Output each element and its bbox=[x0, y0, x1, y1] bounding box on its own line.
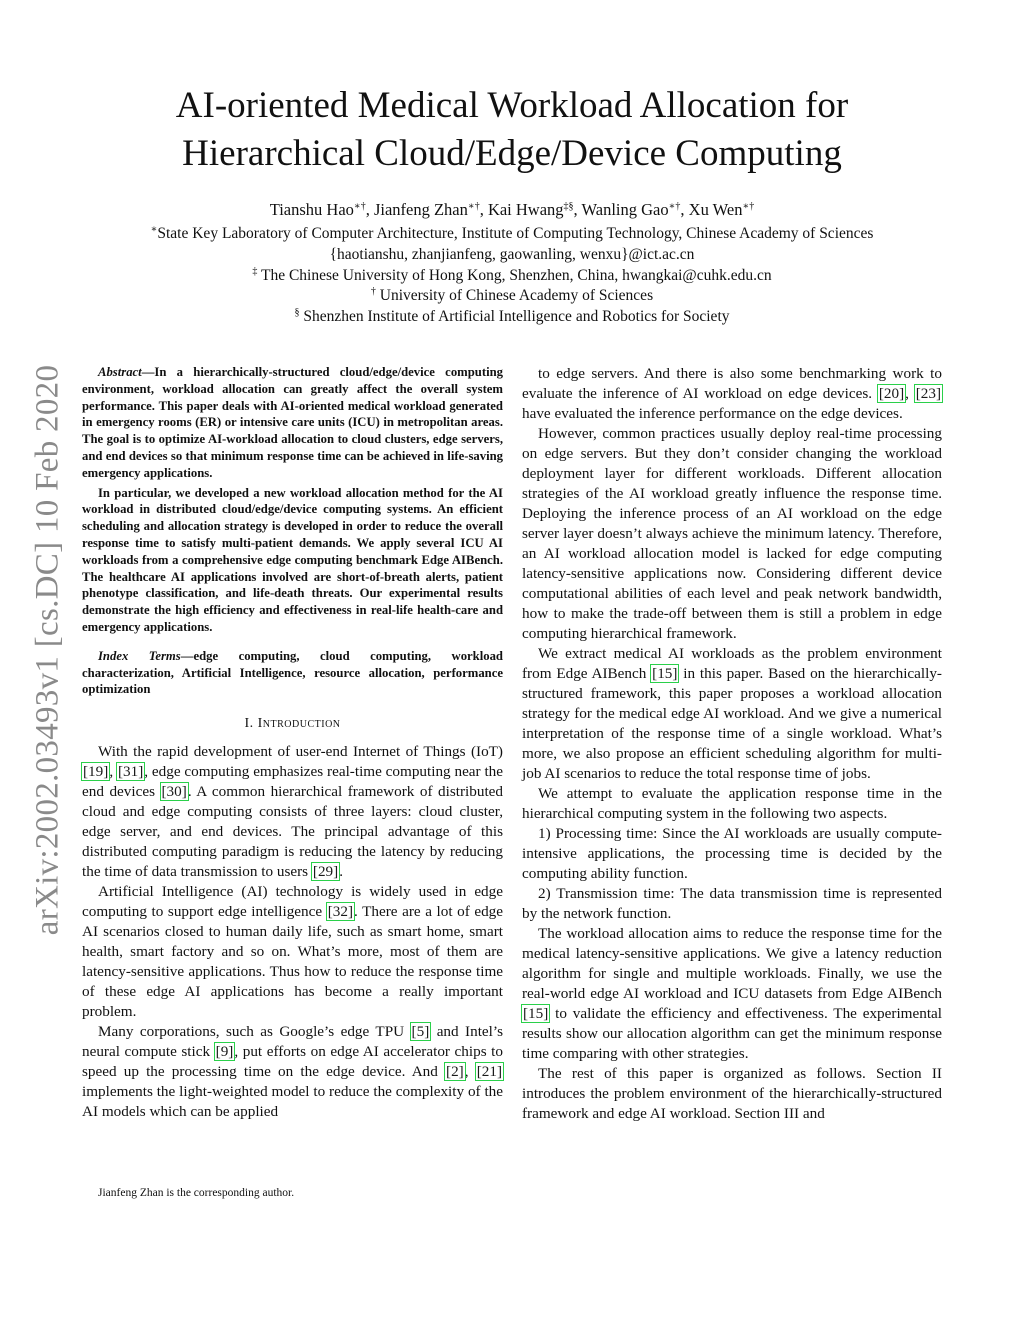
right-body-text bbox=[522, 364, 942, 1124]
affiliation-text: The Chinese University of Hong Kong, Shenzhen, China, hwangkai@cuhk.edu.cn bbox=[257, 267, 772, 284]
citation-link[interactable]: [23] bbox=[915, 385, 942, 402]
body-text: . There are a lot of edge AI scenarios closed to human daily life, such as smart home, smart health, smart factory and so on. What’s more, most of them are latency-sensitive applications. Thus how to reduce the response time of these edge AI applications has become a really important problem. bbox=[82, 903, 503, 1021]
author-name: Tianshu Hao bbox=[269, 200, 354, 219]
author-separator: , bbox=[479, 200, 488, 219]
affiliation-text: {haotianshu, zhanjianfeng, gaowanling, wenxu}@ict.ac.cn bbox=[329, 246, 695, 263]
author-marks: ∗† bbox=[353, 201, 366, 212]
body-text: The workload allocation aims to reduce the response time for the medical latency-sensitive applications. We give a latency reduction algorithm for single and multiple workloads. Finally, we use the real-world edge AI workload and ICU datasets from Edge AIBench bbox=[522, 925, 942, 1002]
body-paragraph bbox=[522, 924, 942, 1064]
body-paragraph bbox=[522, 884, 942, 924]
author-name: Kai Hwang bbox=[487, 200, 564, 219]
affiliation-mark: ∗ bbox=[150, 224, 158, 235]
body-text: , bbox=[464, 1063, 476, 1081]
citation-link[interactable]: [32] bbox=[327, 903, 354, 921]
author-list bbox=[0, 199, 1024, 220]
affiliation-line bbox=[0, 307, 1024, 327]
abstract-paragraph bbox=[82, 364, 503, 482]
abstract bbox=[82, 364, 503, 636]
affiliation-text: University of Chinese Academy of Sciences bbox=[375, 287, 654, 304]
abstract-paragraph bbox=[82, 485, 503, 636]
body-text: The rest of this paper is organized as follows. Section II introduces the problem environment of the hierarchically-structured framework and edge AI workload. Section III and bbox=[522, 1065, 942, 1122]
affiliation-text: State Key Laboratory of Computer Architecture, Institute of Computing Technology, Chinese Academy of Sciences bbox=[157, 225, 874, 242]
citation-link[interactable]: [15] bbox=[652, 665, 678, 682]
citation-link[interactable]: [9] bbox=[215, 1043, 234, 1061]
affiliation-mark: † bbox=[370, 286, 376, 297]
affiliation-mark: ‡ bbox=[252, 266, 258, 277]
body-paragraph bbox=[82, 1022, 503, 1122]
affiliation-line bbox=[0, 266, 1024, 286]
author-marks: ‡§ bbox=[563, 201, 574, 212]
affiliation-line bbox=[0, 224, 1024, 244]
body-text: , bbox=[905, 385, 915, 402]
body-text: . bbox=[339, 863, 343, 881]
abstract-text: In particular, we developed a new workload allocation method for the AI workload in distributed cloud/edge/device computing systems. An efficient scheduling and allocation strategy is developed in order to reduce the overall response time to satisfy multi-patient demands. We apply several ICU AI workloads from a comprehensive edge computing benchmark Edge AIBench. The healthcare AI applications involved are short-of-breath alerts, patient phenotype classification, and life-death threats. Our experimental results demonstrate the high efficiency and effectiveness in real-life health-care and emergency applications. bbox=[82, 485, 503, 634]
body-text: Artificial Intelligence (AI) technology is widely used in edge computing to support edge intelligence bbox=[82, 883, 503, 921]
body-paragraph bbox=[82, 882, 503, 1022]
body-text: implements the light-weighted model to reduce the complexity of the AI models which can be applied bbox=[82, 1083, 503, 1121]
author-marks: ∗† bbox=[742, 201, 755, 212]
body-paragraph bbox=[522, 364, 942, 424]
abstract-label: Abstract bbox=[98, 365, 142, 379]
title-line-2: Hierarchical Cloud/Edge/Device Computing bbox=[182, 133, 842, 174]
body-text: We attempt to evaluate the application response time in the hierarchical computing system in the following two aspects. bbox=[522, 785, 942, 822]
body-text: have evaluated the inference performance on the edge devices. bbox=[522, 405, 903, 422]
body-text: 1) Processing time: Since the AI workloads are usually compute-intensive applications, the processing time is decided by the computing ability function. bbox=[522, 825, 942, 882]
citation-link[interactable]: [2] bbox=[446, 1063, 464, 1081]
body-text: , edge computing emphasizes real-time computing near the end devices bbox=[82, 763, 503, 801]
citation-link[interactable]: [29] bbox=[312, 863, 339, 881]
author-separator: , bbox=[573, 200, 582, 219]
left-column bbox=[82, 364, 503, 1122]
body-text: to validate the efficiency and effectiveness. The experimental results show our allocation algorithm can get the minimum response time comparing with other strategies. bbox=[522, 1005, 942, 1062]
citation-link[interactable]: [19] bbox=[83, 763, 109, 781]
body-text: in this paper. Based on the hierarchically-structured framework, this paper proposes a workload allocation strategy for the medical edge AI workload. And we give a numerical interpretation of the response time of a single workload. What’s more, we also propose an efficient scheduling algorithm for multi-job AI scenarios to reduce the total response time of jobs. bbox=[522, 665, 942, 782]
author-name: Xu Wen bbox=[688, 200, 743, 219]
author-separator: , bbox=[680, 200, 689, 219]
left-body-text bbox=[82, 742, 503, 1122]
author-separator: , bbox=[365, 200, 374, 219]
index-terms-label: Index Terms bbox=[98, 648, 181, 663]
body-paragraph bbox=[522, 784, 942, 824]
arxiv-identifier-text: arXiv:2002.03493v1 [cs.DC] 10 Feb 2020 bbox=[29, 364, 66, 936]
body-text: With the rapid development of user-end Internet of Things (IoT) bbox=[98, 743, 503, 761]
affiliation-line bbox=[0, 286, 1024, 306]
body-paragraph bbox=[522, 1064, 942, 1124]
citation-link[interactable]: [15] bbox=[523, 1005, 549, 1022]
body-text: to edge servers. And there is also some benchmarking work to evaluate the inference of AI workload on edge devices. bbox=[522, 365, 942, 402]
title-line-1: AI-oriented Medical Workload Allocation for bbox=[175, 85, 849, 126]
body-paragraph bbox=[522, 424, 942, 644]
body-text: , put efforts on edge AI accelerator chips to speed up the processing time on the edge device. And bbox=[82, 1043, 503, 1081]
author-marks: ∗† bbox=[467, 201, 480, 212]
citation-link[interactable]: [30] bbox=[161, 783, 187, 801]
index-terms bbox=[82, 648, 503, 698]
affiliation-text: Shenzhen Institute of Artificial Intelligence and Robotics for Society bbox=[299, 308, 730, 325]
body-paragraph bbox=[522, 824, 942, 884]
citation-link[interactable]: [21] bbox=[476, 1063, 503, 1081]
citation-link[interactable]: [20] bbox=[878, 385, 905, 402]
body-text: . A common hierarchical framework of distributed cloud and edge computing consists of three layers: cloud cluster, edge server, and end devices. The principal advantage of this distributed computing paradigm is reducing the latency by reducing the time of data transmission to users bbox=[82, 783, 504, 881]
abstract-text: —In a hierarchically-structured cloud/edge/device computing environment, workload allocation can greatly affect the overall system performance. This paper deals with AI-oriented medical workload generated in emergency rooms (ER) or intensive care units (ICU) in metropolitan areas. The goal is to optimize AI-workload allocation to cloud clusters, edge servers, and end devices so that minimum response time can be achieved in life-saving emergency applications. bbox=[82, 365, 503, 480]
paper-title bbox=[0, 82, 1024, 178]
citation-link[interactable]: [5] bbox=[411, 1023, 430, 1041]
footnote: Jianfeng Zhan is the corresponding author. bbox=[98, 1187, 295, 1199]
affiliation-line bbox=[0, 245, 1024, 265]
body-paragraph bbox=[522, 644, 942, 784]
citation-link[interactable]: [31] bbox=[117, 763, 144, 781]
body-text: , bbox=[109, 763, 117, 781]
index-terms-text: —edge computing, cloud computing, workload characterization, Artificial Intelligence, resource allocation, performance optimization bbox=[82, 648, 503, 697]
body-text: Many corporations, such as Google’s edge TPU bbox=[98, 1023, 411, 1041]
author-marks: ∗† bbox=[668, 201, 681, 212]
right-column bbox=[522, 364, 942, 1124]
affiliation-mark: § bbox=[294, 307, 300, 318]
author-name: Jianfeng Zhan bbox=[373, 200, 468, 219]
body-text: and Intel’s neural compute stick bbox=[82, 1023, 504, 1061]
body-paragraph bbox=[82, 742, 503, 882]
section-heading: I. Introduction bbox=[244, 716, 341, 732]
body-text: However, common practices usually deploy real-time processing on edge servers. But they don’t consider changing the workload deployment layer for different workloads. Different allocation strategies of the AI workload greatly influence the response time. Deploying the inference process of an AI workload on the edge server layer doesn’t always achieve the minimum latency. Therefore, an AI workload allocation model is lacked for edge computing latency-sensitive applications now. Considering different device computational abilities of each level and peak network bandwidth, how to make the trade-off between them is still a problem in edge computing hierarchical framework. bbox=[522, 425, 942, 642]
body-text: We extract medical AI workloads as the problem environment from Edge AIBench bbox=[522, 645, 942, 682]
body-text: 2) Transmission time: The data transmission time is represented by the network function. bbox=[522, 885, 942, 922]
author-name: Wanling Gao bbox=[581, 200, 669, 219]
